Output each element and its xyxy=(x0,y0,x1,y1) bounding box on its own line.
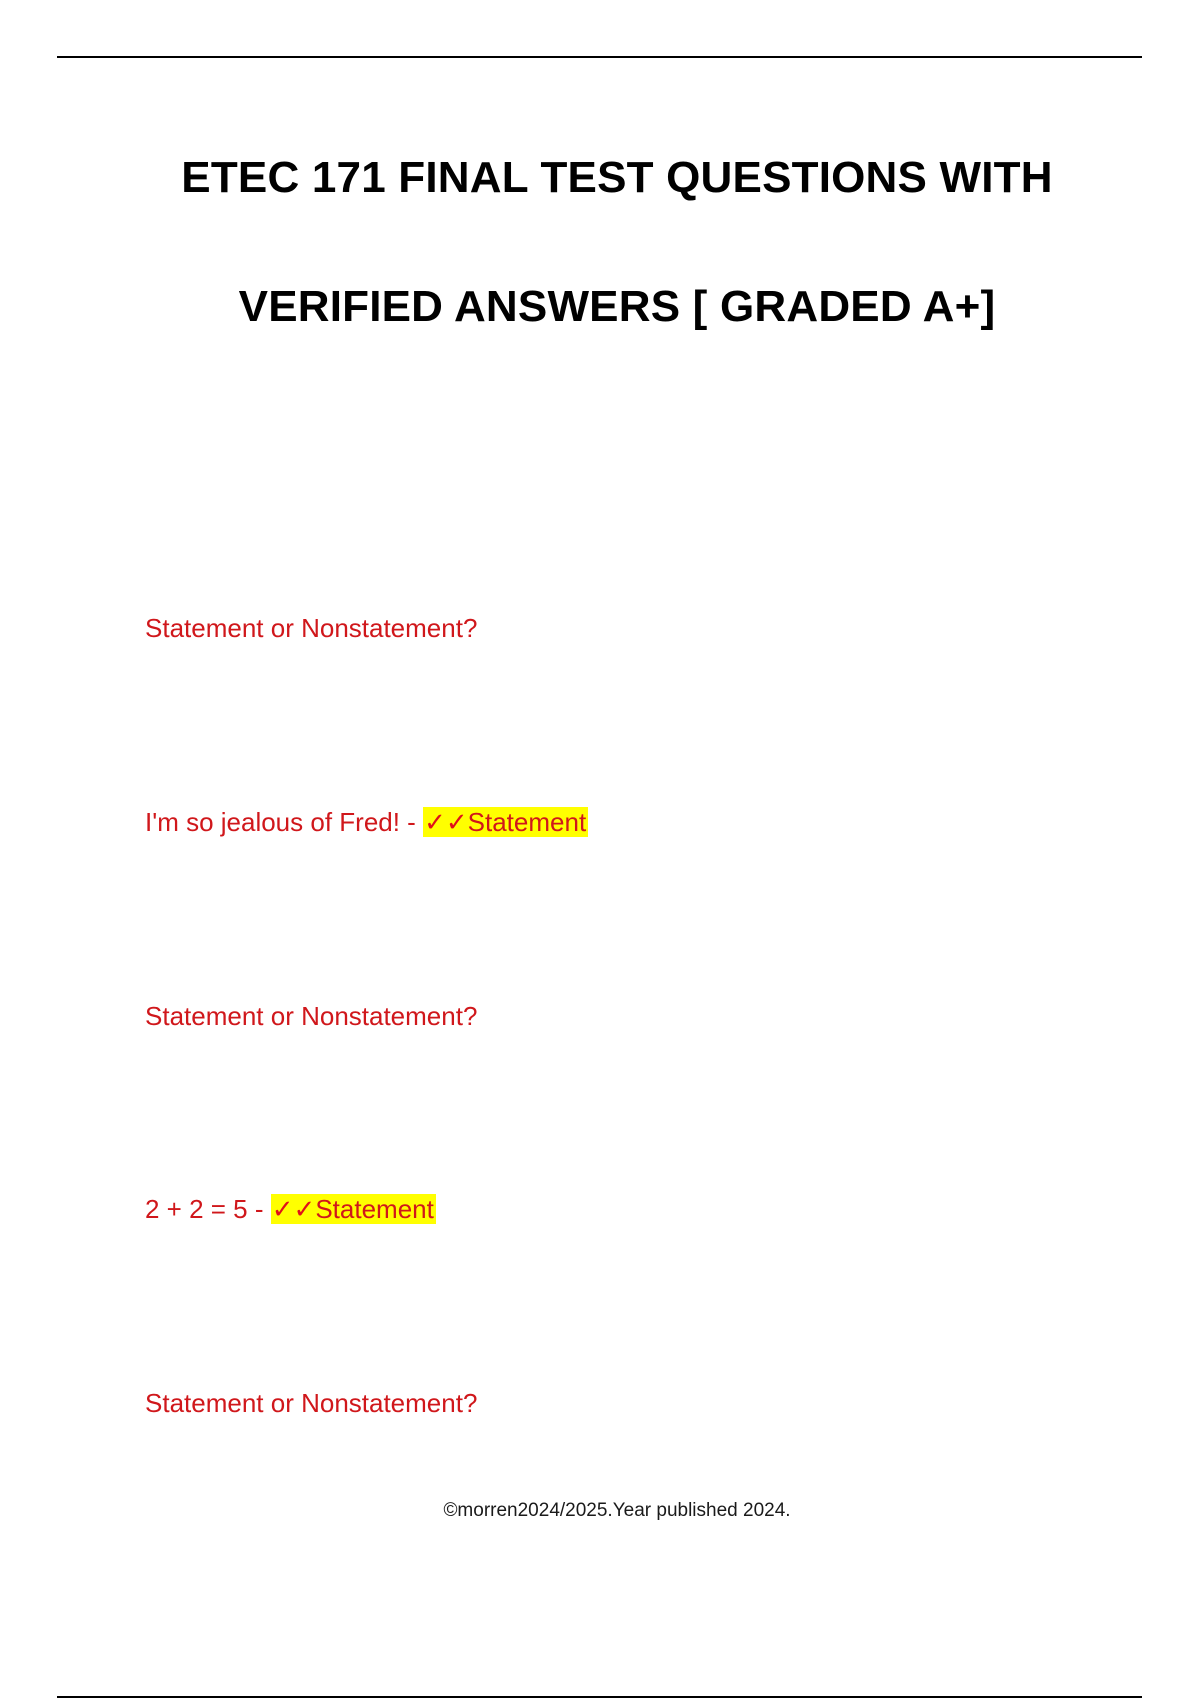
question-with-answer xyxy=(145,1191,436,1228)
question-prompt-text: Statement or Nonstatement? xyxy=(145,1001,478,1031)
document-title-line-1: ETEC 171 FINAL TEST QUESTIONS WITH xyxy=(181,153,1053,202)
question-prompt-text: Statement or Nonstatement? xyxy=(145,613,478,643)
question-prompt xyxy=(145,998,477,1034)
answer-text: Statement xyxy=(467,807,587,837)
answer-text: Statement xyxy=(315,1194,434,1224)
answer-highlight xyxy=(423,807,588,837)
copyright-footer: ©morren2024/2025.Year published 2024. xyxy=(443,1500,791,1521)
double-check-icon: ✓✓ xyxy=(271,1195,316,1225)
answer-highlight xyxy=(271,1194,436,1224)
question-with-answer xyxy=(145,804,588,841)
question-text: I'm so jealous of Fred! - xyxy=(145,807,424,837)
double-check-icon: ✓✓ xyxy=(424,808,468,838)
question-prompt xyxy=(145,1385,477,1421)
bottom-rule xyxy=(57,1696,1142,1698)
document-title-line-2: VERIFIED ANSWERS [ GRADED A+] xyxy=(238,282,996,331)
question-prompt-text: Statement or Nonstatement? xyxy=(145,1388,478,1418)
top-rule xyxy=(57,56,1142,58)
question-text: 2 + 2 = 5 - xyxy=(145,1194,271,1224)
question-prompt xyxy=(145,610,477,646)
